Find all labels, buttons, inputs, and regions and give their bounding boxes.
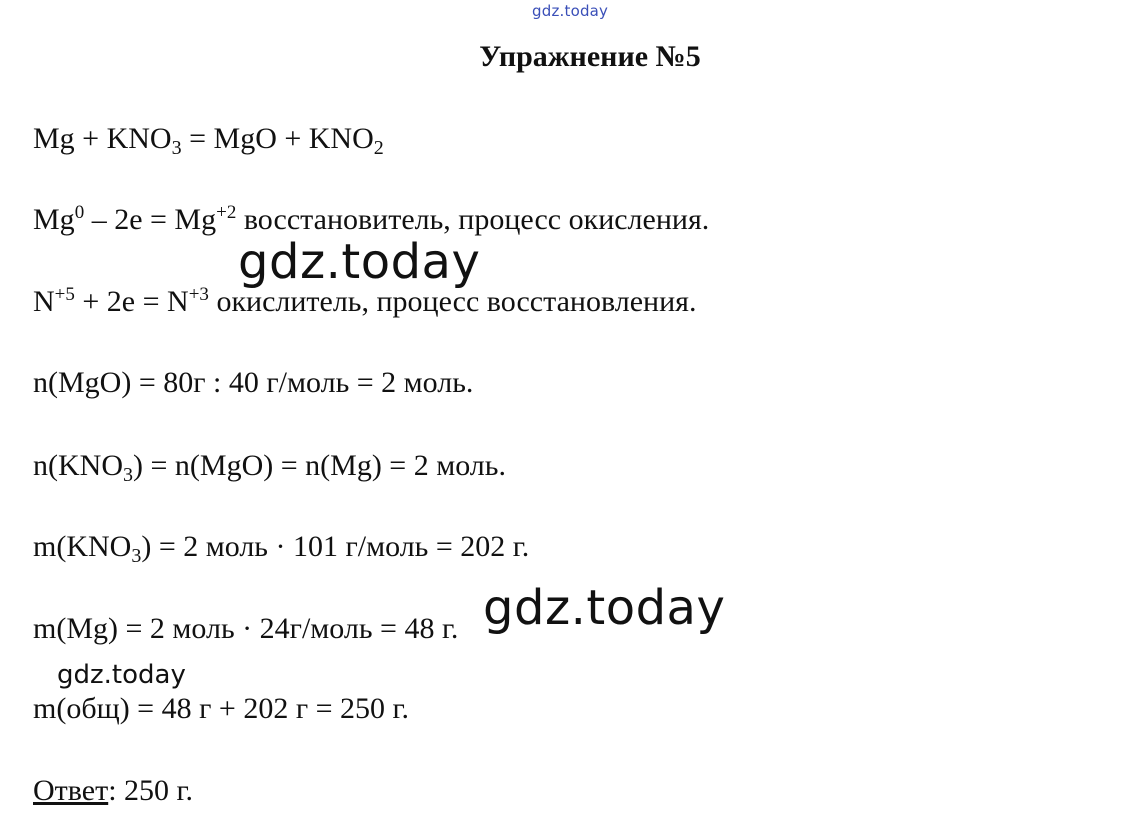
page-title: Упражнение №5 (479, 40, 701, 73)
mass-mg-line: m(Mg) = 2 моль · 24г/моль = 48 г. (33, 612, 459, 645)
watermark-small: gdz.today (57, 660, 186, 690)
answer-value: : 250 г. (108, 774, 193, 807)
watermark-large: gdz.today (238, 234, 481, 290)
answer-line (33, 774, 193, 808)
answer-label: Ответ (33, 774, 109, 807)
reduction-half-reaction: $N^{+5} + 2e = N^{+3}$ окислитель, процесс восстановления. (33, 284, 697, 318)
moles-equality-line: $n(KNO_3) = n(MgO) = n(Mg) = 2$ моль. (33, 449, 506, 486)
moles-mgo-line: n(MgO) = 80г : 40 г/моль = 2 моль. (33, 366, 474, 399)
oxidation-half-reaction: $Mg^0 - 2e = Mg^{+2}$ восстановитель, процесс окисления. (33, 202, 710, 236)
mass-kno3-line: $m(KNO_3) = 2$ моль · 101 г/моль = 202 г. (33, 530, 530, 567)
top-watermark: gdz.today (532, 2, 609, 20)
reaction-equation: $Mg + KNO_3$ = MgO + $KNO_2$ (33, 122, 384, 159)
watermark-large: gdz.today (483, 580, 726, 636)
total-mass-line: m(общ) = 48 г + 202 г = 250 г. (33, 692, 409, 725)
